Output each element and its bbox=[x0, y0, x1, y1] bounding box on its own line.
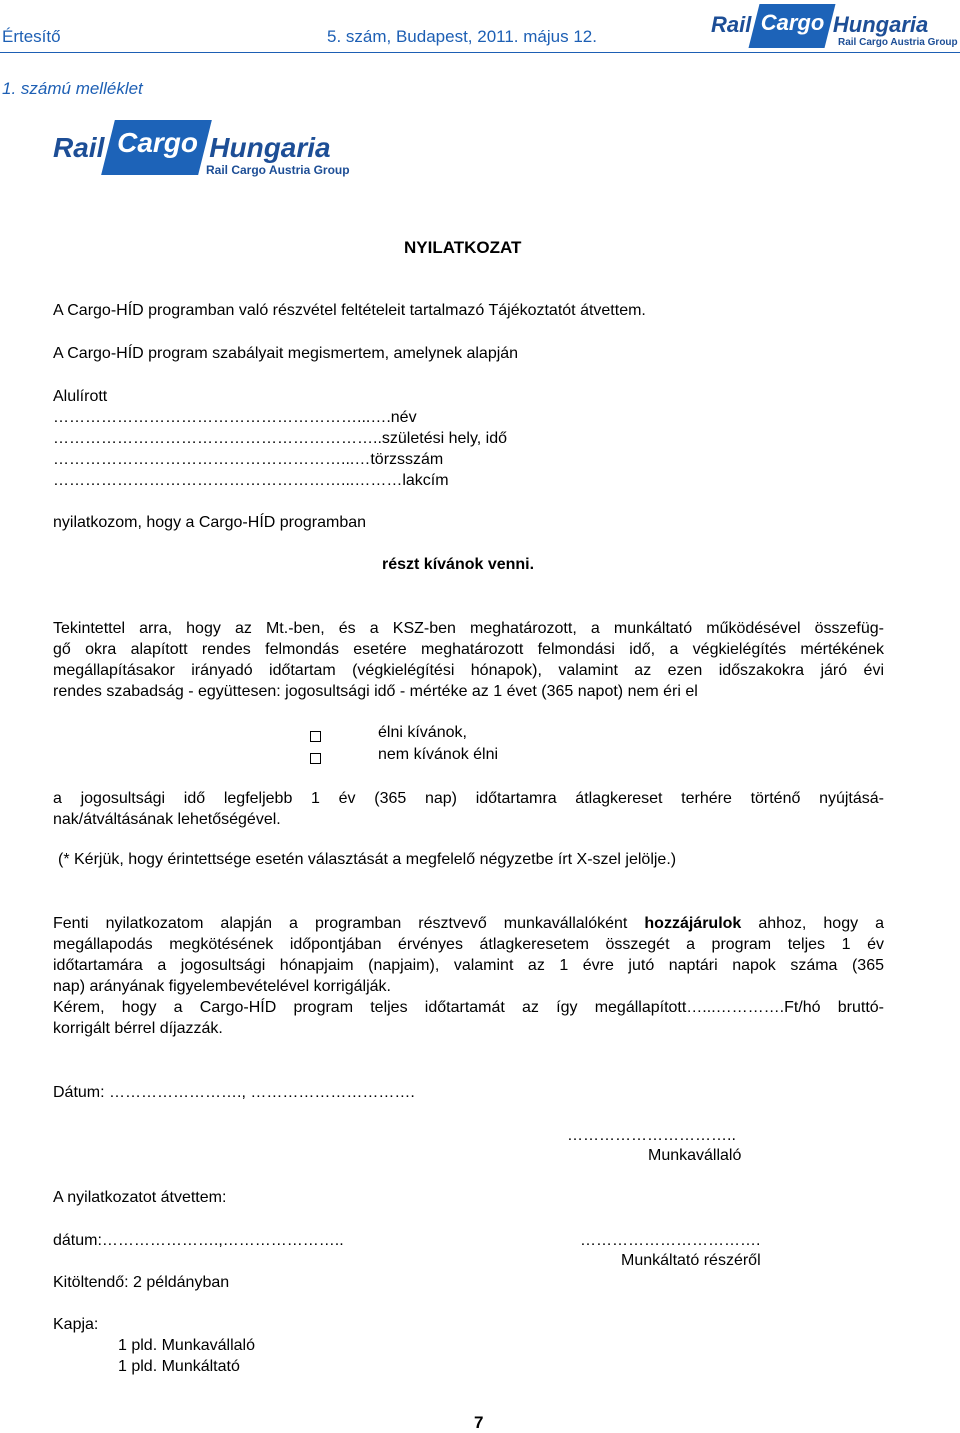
field-birth bbox=[53, 430, 507, 448]
receives-item: 1 pld. Munkáltató bbox=[118, 1358, 240, 1375]
paragraph3-line-6: korrigált bérrel díjazzák. bbox=[53, 1020, 223, 1037]
field-birth-label: születési hely, idő bbox=[381, 430, 507, 447]
paragraph2-line-2: nak/átváltásának lehetőségével. bbox=[53, 811, 281, 828]
paragraph1-line-4: rendes szabadság - együttesen: jogosultsági idő - mértéke az 1 évet (365 napot) nem éri el bbox=[53, 683, 698, 700]
receives-item: 1 pld. Munkavállaló bbox=[118, 1337, 255, 1354]
field-birth-dots: …………………………………………………….. bbox=[53, 430, 382, 447]
undersigned-label: Alulírott bbox=[53, 388, 108, 405]
option-yes-label: élni kívánok, bbox=[378, 724, 467, 741]
header-issue-date: 5. szám, Budapest, 2011. május 12. bbox=[327, 27, 597, 46]
received-date: dátum:………………….,………………….. bbox=[53, 1232, 344, 1249]
employer-signature-label: Munkáltató részéről bbox=[621, 1252, 761, 1269]
option-no-label: nem kívánok élni bbox=[378, 746, 499, 763]
field-name bbox=[53, 409, 417, 427]
paragraph3-line-5: Kérem, hogy a Cargo-HÍD program teljes időtartamát az így megállapított…...………….Ft/hó bruttó- bbox=[53, 999, 884, 1016]
intro-line-2: A Cargo-HÍD program szabályait megismertem, amelynek alapján bbox=[53, 345, 519, 362]
date-line: Dátum: ……………………., …………………………. bbox=[53, 1084, 415, 1101]
employer-signature-dots: ……………………………. bbox=[580, 1232, 761, 1249]
intro-line-1: A Cargo-HÍD programban való részvétel feltételeit tartalmazó Tájékoztatót átvettem. bbox=[53, 302, 646, 319]
paragraph3-line-2: megállapodás megkötésének időpontjában érvényes átlagkeresetem összegét a program teljes 1 év bbox=[53, 936, 884, 953]
receives-label: Kapja: bbox=[53, 1316, 99, 1333]
field-address-dots: ………………………………………………...……… bbox=[53, 472, 403, 489]
paragraph1-line-3: megállapításakor irányadó időtartam (végkielégítési hónapok), valamint az ezen időszakokra járó évi bbox=[53, 662, 884, 679]
declare-line: nyilatkozom, hogy a Cargo-HÍD programban bbox=[53, 514, 367, 531]
paragraph3-line-1: Fenti nyilatkozatom alapján a programban résztvevő munkavállalóként hozzájárulok ahhoz, hogy a bbox=[53, 915, 885, 932]
received-label: A nyilatkozatot átvettem: bbox=[53, 1189, 227, 1206]
employee-signature-label: Munkavállaló bbox=[648, 1147, 742, 1164]
field-id bbox=[53, 451, 443, 469]
footnote: (* Kérjük, hogy érintettsége esetén választását a megfelelő négyzetbe írt X-szel jelölje.) bbox=[58, 851, 677, 868]
field-name-dots: …………………………………………………...…. bbox=[53, 409, 391, 426]
paragraph2-line-1: a jogosultsági idő legfeljebb 1 év (365 nap) időtartamra átlagkereset terhére történő nyújtásá- bbox=[53, 790, 884, 807]
field-id-dots: ………………………………………………...… bbox=[53, 451, 371, 468]
header-divider bbox=[0, 52, 960, 53]
paragraph3-line-3: időtartamára a jogosultsági hónapjaim (napjaim), valamint az 1 évre jutó naptári napok száma (365 bbox=[53, 957, 884, 974]
field-id-label: törzsszám bbox=[370, 451, 444, 468]
field-name-label: név bbox=[390, 409, 417, 426]
page-number: 7 bbox=[474, 1413, 484, 1432]
paragraph1-line-1: Tekintettel arra, hogy az Mt.-ben, és a KSZ-ben meghatározott, a munkáltató működésével összefüg- bbox=[53, 620, 884, 637]
document-title: NYILATKOZAT bbox=[404, 238, 522, 257]
annex-label: 1. számú melléklet bbox=[2, 79, 143, 98]
option-no-checkbox[interactable] bbox=[310, 753, 321, 764]
employee-signature-dots: ………………………….. bbox=[567, 1127, 736, 1144]
paragraph1-line-2: gő okra alapított rendes felmondás esetére meghatározott felmondási idő, a végkielégítés mértékének bbox=[53, 641, 884, 658]
field-address bbox=[53, 472, 449, 490]
copies-note: Kitöltendő: 2 példányban bbox=[53, 1274, 230, 1291]
option-yes-checkbox[interactable] bbox=[310, 731, 321, 742]
field-address-label: lakcím bbox=[402, 472, 449, 489]
header-publication-title: Értesítő bbox=[2, 27, 61, 46]
participate-line: részt kívánok venni. bbox=[382, 556, 535, 573]
company-logo: Rail Cargo Hungaria Rail Cargo Austria Group bbox=[53, 120, 331, 180]
header-logo: Rail Cargo Hungaria Rail Cargo Austria Group bbox=[711, 4, 928, 48]
consent-emphasis: hozzájárulok bbox=[644, 915, 742, 932]
paragraph3-line-4: nap) arányának figyelembevételével korrigálják. bbox=[53, 978, 391, 995]
